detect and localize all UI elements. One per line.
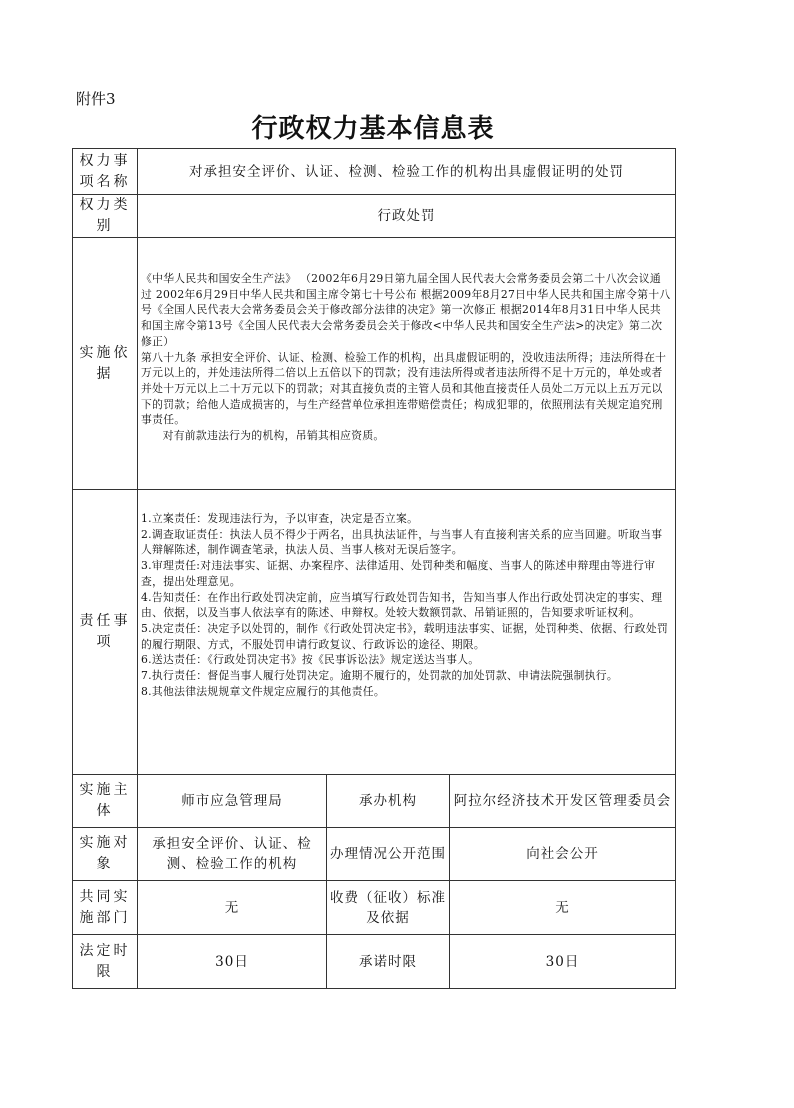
responsibility-item: 6.送达责任：《行政处罚决定书》按《民事诉讼法》规定送达当事人。 bbox=[141, 653, 480, 667]
basis-label: 实施依据 bbox=[73, 238, 138, 490]
row-responsibility bbox=[73, 490, 676, 775]
row-target bbox=[73, 828, 676, 881]
responsibility-item: 8.其他法律法规规章文件规定应履行的其他责任。 bbox=[141, 684, 385, 698]
responsibility-item: 3.审理责任:对违法事实、证据、办案程序、法律适用、处罚种类和幅度、当事人的陈述申辩理由等进行审查，提出处理意见。 bbox=[141, 559, 656, 588]
target-label: 实施对象 bbox=[73, 828, 138, 881]
page-title: 行政权力基本信息表 bbox=[251, 114, 495, 144]
basis-paragraph: 《中华人民共和国安全生产法》 （2002年6月29日第九届全国人民代表大会常务委员会第二十八次会议通过 2002年6月29日中华人民共和国主席令第七十号公布 根据2009年8月27日中华人民共和国主席令第十八号《全国人民代表大会常务委员会关于修改部分法律的决定》第一次修正 根据2014年8月31日中华人民共和国主席令第13号《全国人民代表大会常务委员会关于修改<中华人民共和国安全生产法>的决定》第二次修正） bbox=[141, 272, 671, 348]
disclosure-scope-value: 向社会公开 bbox=[450, 828, 676, 881]
target-value: 承担安全评价、认证、检测、检验工作的机构 bbox=[138, 828, 327, 881]
responsibility-item: 1.立案责任：发现违法行为，予以审查，决定是否立案。 bbox=[141, 512, 419, 525]
statutory-time-label: 法定时限 bbox=[73, 935, 138, 989]
row-time bbox=[73, 935, 676, 989]
row-name bbox=[73, 149, 676, 195]
disclosure-scope-label: 办理情况公开范围 bbox=[327, 828, 450, 881]
attachment-label: 附件3 bbox=[76, 90, 116, 108]
statutory-time-value: 30日 bbox=[138, 935, 327, 989]
name-value: 对承担安全评价、认证、检测、检验工作的机构出具虚假证明的处罚 bbox=[138, 149, 676, 195]
category-value: 行政处罚 bbox=[138, 195, 676, 238]
responsibility-item: 2.调查取证责任：执法人员不得少于两名，出具执法证件，与当事人有直接利害关系的应当回避。听取当事人辩解陈述，制作调查笔录，执法人员、当事人核对无误后签字。 bbox=[141, 527, 663, 557]
responsibility-item: 5.决定责任：决定予以处罚的，制作《行政处罚决定书》，载明违法事实、证据，处罚种类、依据、行政处罚的履行期限、方式，不服处罚申请行政复议、行政诉讼的途径、期限。 bbox=[141, 621, 669, 651]
row-subject bbox=[73, 775, 676, 828]
joint-label: 共同实施部门 bbox=[73, 881, 138, 935]
name-label: 权力事项名称 bbox=[73, 149, 138, 195]
subject-label: 实施主体 bbox=[73, 775, 138, 828]
subject-value: 师市应急管理局 bbox=[138, 775, 327, 828]
joint-value: 无 bbox=[138, 881, 327, 935]
basis-paragraph: 对有前款违法行为的机构，吊销其相应资质。 bbox=[162, 429, 385, 443]
category-label: 权力类别 bbox=[73, 195, 138, 238]
promised-time-value: 30日 bbox=[450, 935, 676, 989]
fee-label: 收费（征收）标准及依据 bbox=[327, 881, 450, 935]
responsibility-item: 4.告知责任：在作出行政处罚决定前，应当填写行政处罚告知书，告知当事人作出行政处罚决定的事实、理由、依据，以及当事人依法享有的陈述、申辩权。处较大数额罚款、吊销证照的，告知要求听证权利。 bbox=[141, 590, 663, 620]
info-table bbox=[72, 148, 676, 989]
fee-value: 无 bbox=[450, 881, 676, 935]
handling-agency-label: 承办机构 bbox=[327, 775, 450, 828]
row-category bbox=[73, 195, 676, 238]
responsibility-item: 7.执行责任：督促当事人履行处罚决定。逾期不履行的，处罚款的加处罚款、申请法院强制执行。 bbox=[141, 669, 618, 683]
promised-time-label: 承诺时限 bbox=[327, 935, 450, 989]
responsibility-label: 责任事项 bbox=[73, 490, 138, 775]
basis-paragraph: 第八十九条 承担安全评价、认证、检测、检验工作的机构，出具虚假证明的，没收违法所得；违法所得在十万元以上的，并处违法所得二倍以上五倍以下的罚款；没有违法所得或者违法所得不足十万元的，单处或者并处十万元以上二十万元以下的罚款；对其直接负责的主管人员和其他直接责任人员处二万元以上五万元以下的罚款；给他人造成损害的，与生产经营单位承担连带赔偿责任；构成犯罪的，依照刑法有关规定追究刑事责任。 bbox=[141, 350, 667, 427]
row-joint bbox=[73, 881, 676, 935]
row-basis bbox=[73, 238, 676, 490]
responsibility-text bbox=[138, 490, 676, 775]
handling-agency-value: 阿拉尔经济技术开发区管理委员会 bbox=[450, 775, 676, 828]
basis-text bbox=[138, 238, 676, 490]
